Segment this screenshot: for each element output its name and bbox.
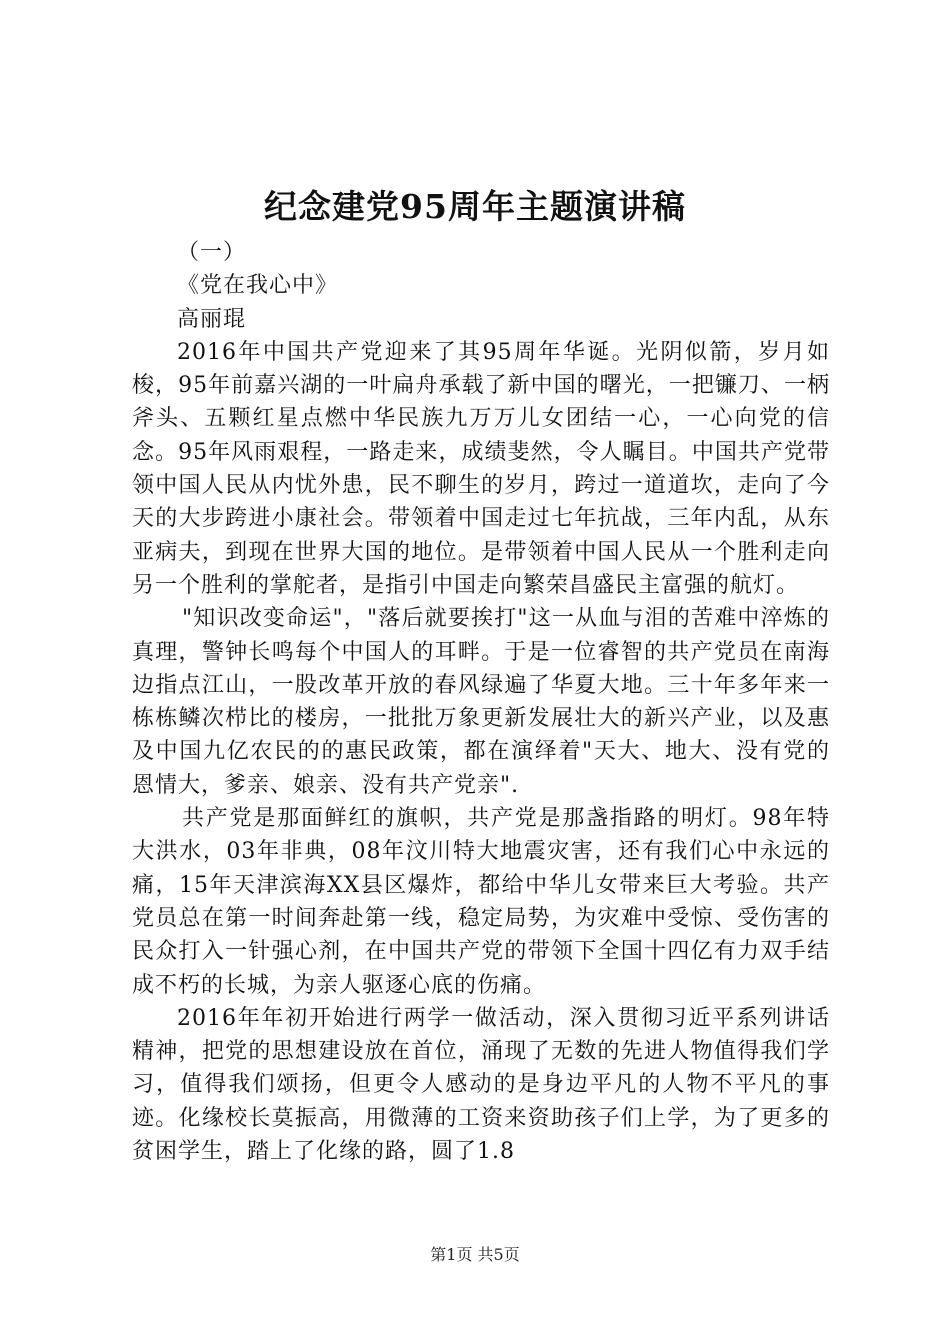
document-title: 纪念建党95周年主题演讲稿 bbox=[264, 187, 686, 226]
page-footer: 第1页 共5页 bbox=[430, 1245, 520, 1264]
section-number: （一） bbox=[177, 240, 247, 265]
paragraph-4: 2016年年初开始进行两学一做活动，深入贯彻习近平系列讲话精神，把党的思想建设放在首位，涌现了无数的先进人物值得我们学习，值得我们颂扬，但更令人感动的是身边平凡的人物不平凡的事迹。化缘校长莫振高，用微薄的工资来资助孩子们上学，为了更多的贫困学生，踏上了化缘的路，圆了1.8 bbox=[132, 1005, 830, 1165]
author-name: 高丽琨 bbox=[177, 306, 247, 332]
paragraph-2: "知识改变命运"，"落后就要挨打"这一从血与泪的苦难中淬炼的真理，警钟长鸣每个中国人的耳畔。于是一位睿智的共产党员在南海边指点江山，一股改革开放的春风绿遍了华夏大地。三十年多年来一栋栋鳞次栉比的楼房，一批批万象更新发展壮大的新兴产业，以及惠及中国九亿农民的的惠民政策，都在演绎着"天大、地大、没有党的恩情大，爹亲、娘亲、没有共产党亲". bbox=[132, 606, 830, 798]
speech-title: 《党在我心中》 bbox=[177, 273, 339, 299]
paragraph-1: 2016年中国共产党迎来了其95周年华诞。光阴似箭，岁月如梭，95年前嘉兴湖的一叶扁舟承载了新中国的曙光，一把镰刀、一柄斧头、五颗红星点燃中华民族九万万儿女团结一心，一心向党的信念。95年风雨艰程，一路走来，成绩斐然，令人瞩目。中国共产党带领中国人民从内忧外患，民不聊生的岁月，跨过一道道坎，走向了今天的大步跨进小康社会。带领着中国走过七年抗战，三年内乱，从东亚病夫，到现在世界大国的地位。是带领着中国人民从一个胜利走向另一个胜利的掌舵者，是指引中国走向繁荣昌盛民主富强的航灯。 bbox=[132, 339, 830, 598]
paragraph-3: 共产党是那面鲜红的旗帜，共产党是那盏指路的明灯。98年特大洪水，03年非典，08年汶川特大地震灾害，还有我们心中永远的痛，15年天津滨海XX县区爆炸，都给中华儿女带来巨大考验。共产党员总在第一时间奔赴第一线，稳定局势，为灾难中受惊、受伤害的民众打入一针强心剂，在中国共产党的带领下全国十四亿有力双手结成不朽的长城，为亲人驱逐心底的伤痛。 bbox=[132, 806, 830, 998]
document-body bbox=[132, 236, 830, 1168]
